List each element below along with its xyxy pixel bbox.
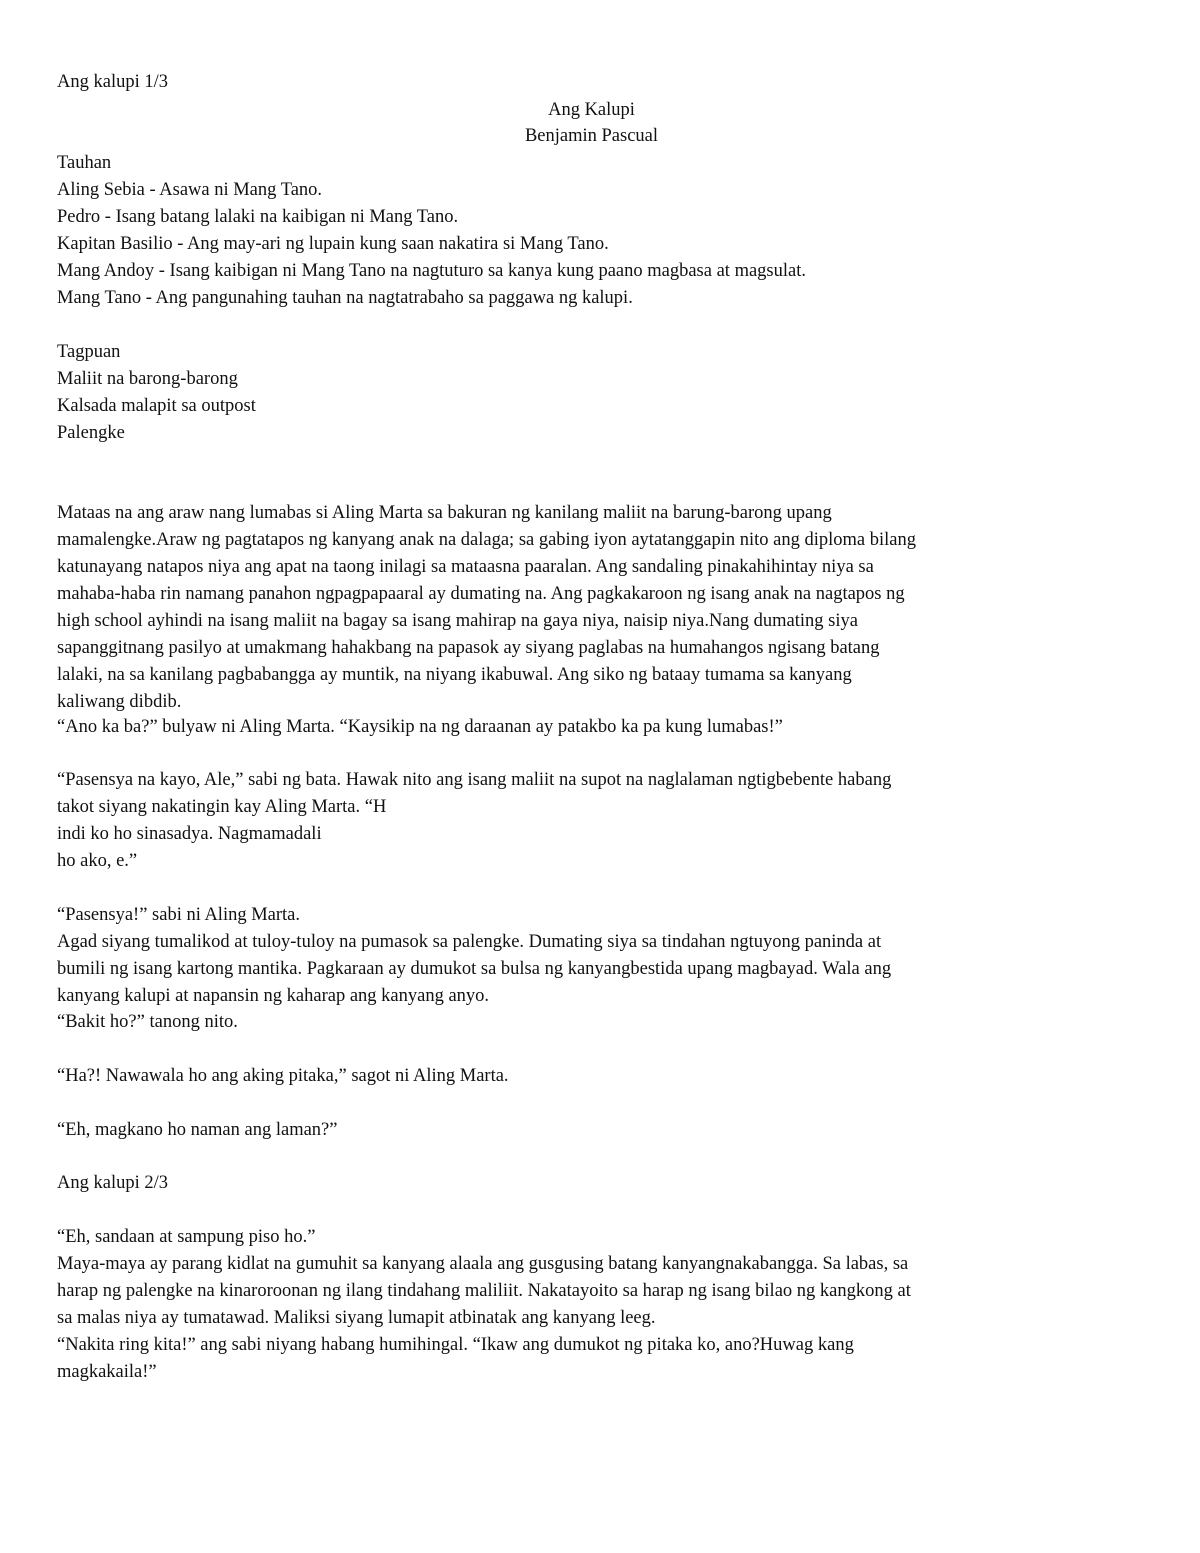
- tauhan-heading: Tauhan: [57, 153, 112, 173]
- story-line: indi ko ho sinasadya. Nagmamadali: [57, 824, 322, 844]
- story-line: takot siyang nakatingin kay Aling Marta. “H: [57, 797, 387, 817]
- tauhan-item: Kapitan Basilio - Ang may-ari ng lupain kung saan nakatira si Mang Tano.: [57, 234, 609, 254]
- story-line: high school ayhindi na isang maliit na bagay sa isang mahirap na gaya niya, naisip niya.Nang dumating siya: [57, 611, 858, 631]
- tauhan-item: Mang Tano - Ang pangunahing tauhan na nagtatrabaho sa paggawa ng kalupi.: [57, 288, 633, 308]
- dialogue-line: “Eh, sandaan at sampung piso ho.”: [57, 1227, 316, 1247]
- story-line: sapanggitnang pasilyo at umakmang hahakbang na papasok ay siyang paglabas na humahangos ngisang batang: [57, 638, 880, 658]
- dialogue-line: “Ano ka ba?” bulyaw ni Aling Marta. “Kaysikip na ng daraanan ay patakbo ka pa kung lumabas!”: [57, 717, 783, 737]
- story-line: kanyang kalupi at napansin ng kaharap ang kanyang anyo.: [57, 986, 490, 1006]
- document-title: Ang Kalupi: [548, 100, 635, 120]
- page-marker: Ang kalupi 1/3: [57, 72, 168, 92]
- story-line: mamalengke.Araw ng pagtatapos ng kanyang anak na dalaga; sa gabing iyon aytatanggapin nito ang diploma bilang: [57, 530, 916, 550]
- dialogue-line: magkakaila!”: [57, 1362, 157, 1382]
- story-line: Maya-maya ay parang kidlat na gumuhit sa kanyang alaala ang gusgusing batang kanyangnakabangga. Sa labas, sa: [57, 1254, 909, 1274]
- story-line: katunayang natapos niya ang apat na taong inilagi sa mataasna paaralan. Ang sandaling pinakahihintay niya sa: [57, 557, 874, 577]
- tagpuan-item: Palengke: [57, 423, 125, 443]
- story-line: kaliwang dibdib.: [57, 692, 182, 712]
- story-line: sa malas niya ay tumatawad. Maliksi siyang lumapit atbinatak ang kanyang leeg.: [57, 1308, 656, 1328]
- story-line: “Pasensya na kayo, Ale,” sabi ng bata. Hawak nito ang isang maliit na supot na naglalaman ngtigbebente habang: [57, 770, 892, 790]
- tauhan-item: Aling Sebia - Asawa ni Mang Tano.: [57, 180, 323, 200]
- dialogue-line: “Nakita ring kita!” ang sabi niyang habang humihingal. “Ikaw ang dumukot ng pitaka ko, ano?Huwag kang: [57, 1335, 854, 1355]
- story-line: lalaki, na sa kanilang pagbabangga ay muntik, na niyang ikabuwal. Ang siko ng bataay tumama sa kanyang: [57, 665, 852, 685]
- tagpuan-item: Kalsada malapit sa outpost: [57, 396, 256, 416]
- story-line: ho ako, e.”: [57, 851, 138, 871]
- dialogue-line: “Eh, magkano ho naman ang laman?”: [57, 1120, 338, 1140]
- tagpuan-item: Maliit na barong-barong: [57, 369, 238, 389]
- tauhan-item: Pedro - Isang batang lalaki na kaibigan ni Mang Tano.: [57, 207, 459, 227]
- story-line: Agad siyang tumalikod at tuloy-tuloy na pumasok sa palengke. Dumating siya sa tindahan ngtuyong paninda at: [57, 932, 882, 952]
- dialogue-line: “Pasensya!” sabi ni Aling Marta.: [57, 905, 301, 925]
- tauhan-item: Mang Andoy - Isang kaibigan ni Mang Tano na nagtuturo sa kanya kung paano magbasa at magsulat.: [57, 261, 806, 281]
- dialogue-line: “Ha?! Nawawala ho ang aking pitaka,” sagot ni Aling Marta.: [57, 1066, 509, 1086]
- dialogue-line: “Bakit ho?” tanong nito.: [57, 1012, 238, 1032]
- page-marker: Ang kalupi 2/3: [57, 1173, 168, 1193]
- tagpuan-heading: Tagpuan: [57, 342, 121, 362]
- story-line: Mataas na ang araw nang lumabas si Aling Marta sa bakuran ng kanilang maliit na barung-barong upang: [57, 503, 832, 523]
- story-line: bumili ng isang kartong mantika. Pagkaraan ay dumukot sa bulsa ng kanyangbestida upang magbayad. Wala ang: [57, 959, 892, 979]
- document-author: Benjamin Pascual: [524, 126, 659, 146]
- story-line: mahaba-haba rin namang panahon ngpagpapaaral ay dumating na. Ang pagkakaroon ng isang anak na nagtapos ng: [57, 584, 905, 604]
- story-line: harap ng palengke na kinaroroonan ng ilang tindahang maliliit. Nakatayoito sa harap ng isang bilao ng kangkong at: [57, 1281, 911, 1301]
